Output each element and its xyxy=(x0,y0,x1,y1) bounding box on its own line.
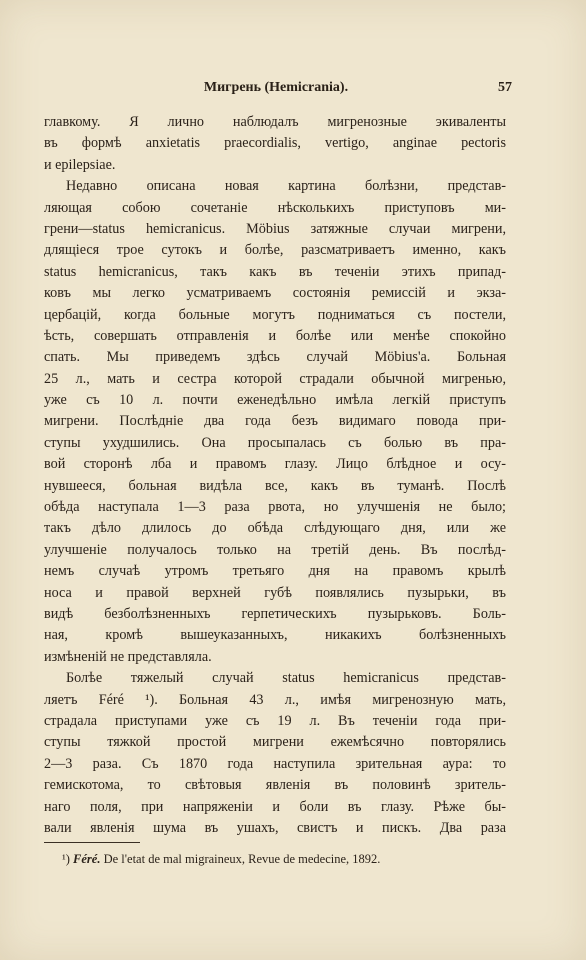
text-line: нувшееся, больная видѣла все, какъ въ туманѣ. Послѣ xyxy=(44,477,506,494)
text-line: спать. Мы приведемъ здѣсь случай Möbius'а. Больная xyxy=(44,349,506,366)
text-line: главкому. Я лично наблюдалъ мигренозные экиваленты xyxy=(44,114,506,130)
text-line: 25 л., мать и сестра которой страдали обычной мигренью, xyxy=(44,370,506,387)
text-line: въ формѣ anxietatis praecordialis, vertigo, anginae pectoris xyxy=(44,135,506,152)
text-line: грени—status hemicranicus. Möbius затяжные случаи мигрени, xyxy=(44,220,506,237)
text-line: улучшеніе получалось только на третій день. Въ послѣд- xyxy=(44,541,506,558)
text-line: измѣненій не представляла. xyxy=(44,648,212,665)
footnote-divider xyxy=(44,842,140,843)
running-header xyxy=(40,80,512,100)
text-line: немъ случаѣ утромъ третьяго дня на правомъ крылѣ xyxy=(44,563,506,580)
footnote-text: De l'etat de mal migraineux, Revue de medecine, 1892. xyxy=(103,852,381,866)
text-line: цербацій, когда больные могутъ подниматься съ постели, xyxy=(44,306,506,323)
text-line: наго поля, при напряженіи и боли въ глазу. Рѣже бы- xyxy=(44,798,506,815)
text-line: длящіеся трое сутокъ и болѣе, разсматриваетъ именно, какъ xyxy=(44,242,506,259)
text-line: и epilepsiae. xyxy=(44,156,116,173)
text-line: носа и правой верхней губѣ появлялись пузырьки, въ xyxy=(44,584,506,601)
text-line: такъ дѣло длилось до обѣда слѣдующаго дня, или же xyxy=(44,520,506,537)
text-line: ступы тяжкой простой мигрени ежемѣсячно повторялись xyxy=(44,734,506,751)
footnote-marker: ¹) xyxy=(62,852,70,866)
text-line: вали явленія шума въ ушахъ, свистъ и пискъ. Два раза xyxy=(44,819,506,836)
text-line: вой сторонѣ лба и правомъ глазу. Лицо блѣдное и осу- xyxy=(44,456,506,473)
text-line: обѣда наступала 1—3 раза рвота, но улучшенія не было; xyxy=(44,499,506,516)
text-line: уже съ 10 л. почти еженедѣльно имѣла легкій приступъ xyxy=(44,392,506,409)
text-line: ѣсть, совершать отправленія и болѣе или менѣе спокойно xyxy=(44,327,506,344)
text-line: Болѣе тяжелый случай status hemicranicus представ- xyxy=(66,670,506,687)
text-line: ляющая собою сочетаніе нѣсколькихъ приступовъ ми- xyxy=(44,199,506,216)
text-line: ступы ухудшились. Она просыпалась съ болью въ пра- xyxy=(44,434,506,451)
text-line: 2—3 раза. Съ 1870 года наступила зрительная аура: то xyxy=(44,755,506,772)
text-line: гемискотома, то свѣтовыя явленія въ половинѣ зритель- xyxy=(44,777,506,794)
text-line: страдала приступами уже съ 19 л. Въ теченіи года при- xyxy=(44,712,506,729)
text-line: Недавно описана новая картина болѣзни, представ- xyxy=(66,178,506,195)
chapter-title: Мигрень (Hemicrania). xyxy=(203,80,349,95)
text-line: ная, кромѣ вышеуказанныхъ, никакихъ болѣзненныхъ xyxy=(44,627,506,644)
page-number: 57 xyxy=(498,80,512,95)
text-line: ляетъ Féré ¹). Больная 43 л., имѣя мигренозную мать, xyxy=(44,691,506,708)
footnote-author: Féré. xyxy=(73,852,101,866)
footnote xyxy=(62,852,502,867)
text-line: мигрени. Послѣдніе два года безъ видимаго повода при- xyxy=(44,413,506,430)
body-text xyxy=(44,112,506,839)
text-line: ковъ мы легко усматриваемъ состоянія ремиссій и экза- xyxy=(44,285,506,302)
text-line: видѣ безболѣзненныхъ герпетическихъ пузырьковъ. Боль- xyxy=(44,605,506,622)
text-line: status hemicranicus, такъ какъ въ теченіи этихъ припад- xyxy=(44,263,506,280)
